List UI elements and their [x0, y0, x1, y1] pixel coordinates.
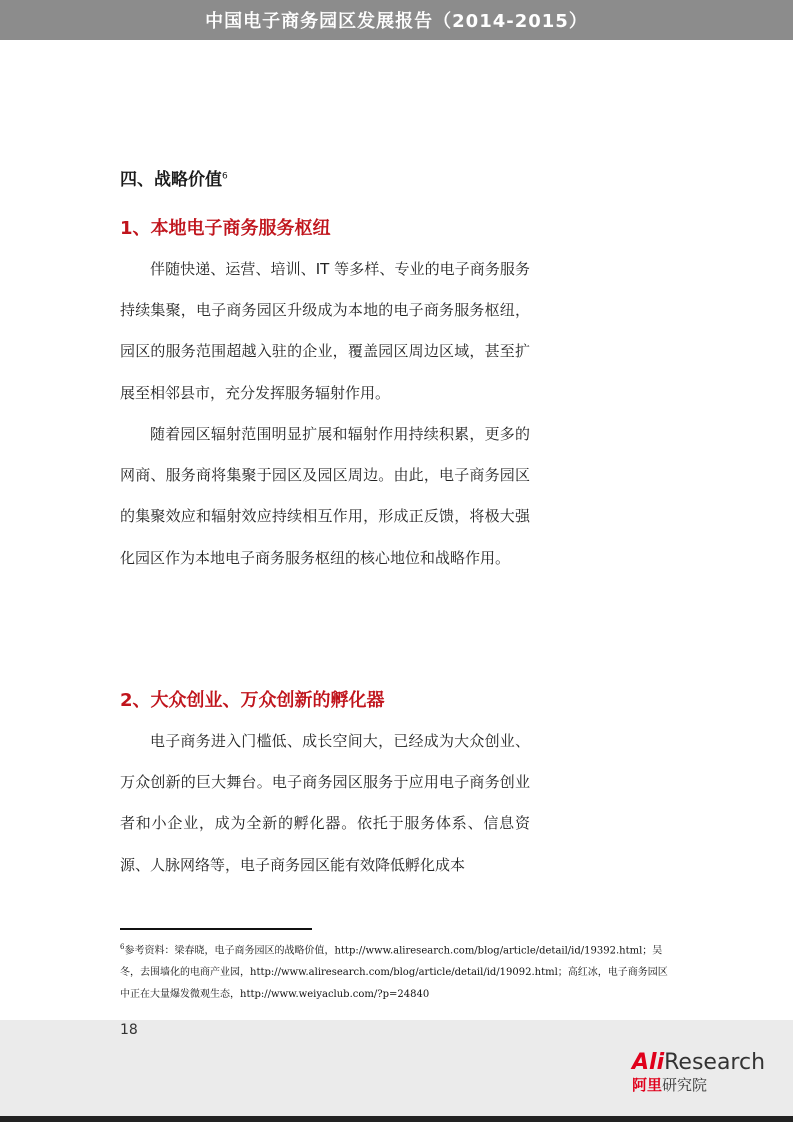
footnote-divider	[120, 928, 312, 930]
paragraph: 随着园区辐射范围明显扩展和辐射作用持续积累，更多的网商、服务商将集聚于园区及园区周边。由此，电子商务园区的集聚效应和辐射效应持续相互作用，形成正反馈，将极大强化园区作为本地电子商务服务枢纽的核心地位和战略作用。	[120, 425, 530, 567]
paragraph: 电子商务进入门槛低、成长空间大，已经成为大众创业、万众创新的巨大舞台。电子商务园区服务于应用电子商务创业者和小企业，成为全新的孵化器。依托于服务体系、信息资源、人脉网络等，电子商务园区能有效降低孵化成本	[120, 732, 530, 874]
logo-chinese	[632, 1076, 707, 1094]
logo-research: Research	[664, 1050, 766, 1075]
logo-ali: Ali	[632, 1050, 665, 1075]
page-header	[0, 0, 793, 40]
paragraph: 伴随快递、运营、培训、IT 等多样、专业的电子商务服务持续集聚，电子商务园区升级成为本地的电子商务服务枢纽，园区的服务范围超越入驻的企业，覆盖园区周边区域，甚至扩展至相邻县市，充分发挥服务辐射作用。	[120, 260, 530, 402]
bottom-bar	[0, 1116, 793, 1122]
section-heading	[120, 165, 228, 190]
logo-cn-dark: 研究院	[662, 1076, 708, 1094]
footnote-marker: 6	[120, 943, 125, 951]
footnote	[120, 936, 675, 1006]
page-number: 18	[120, 1022, 138, 1038]
section-title: 四、战略价值	[120, 170, 222, 190]
header-title: 中国电子商务园区发展报告（2014-2015）	[205, 11, 588, 32]
subsection-title-2: 2、大众创业、万众创新的孵化器	[120, 690, 385, 711]
footnote-text: 参考资料：梁春晓，电子商务园区的战略价值，http://www.aliresearch.com/blog/article/detail/id/19392.html；吴冬，去围墙化的电商产业园，http://www.aliresearch.com/blog/article/detail/id/19092.html；高红冰，电子商务园区中正在大量爆发微观生态，http://www.weiyaclub.com/?p=24840	[120, 945, 668, 1001]
logo-cn-red: 阿里	[632, 1076, 663, 1094]
aliresearch-logo	[632, 1050, 777, 1100]
subsection-title-1: 1、本地电子商务服务枢纽	[120, 218, 331, 239]
footnote-reference[interactable]: 6	[222, 171, 228, 182]
logo-wordmark	[632, 1050, 765, 1076]
